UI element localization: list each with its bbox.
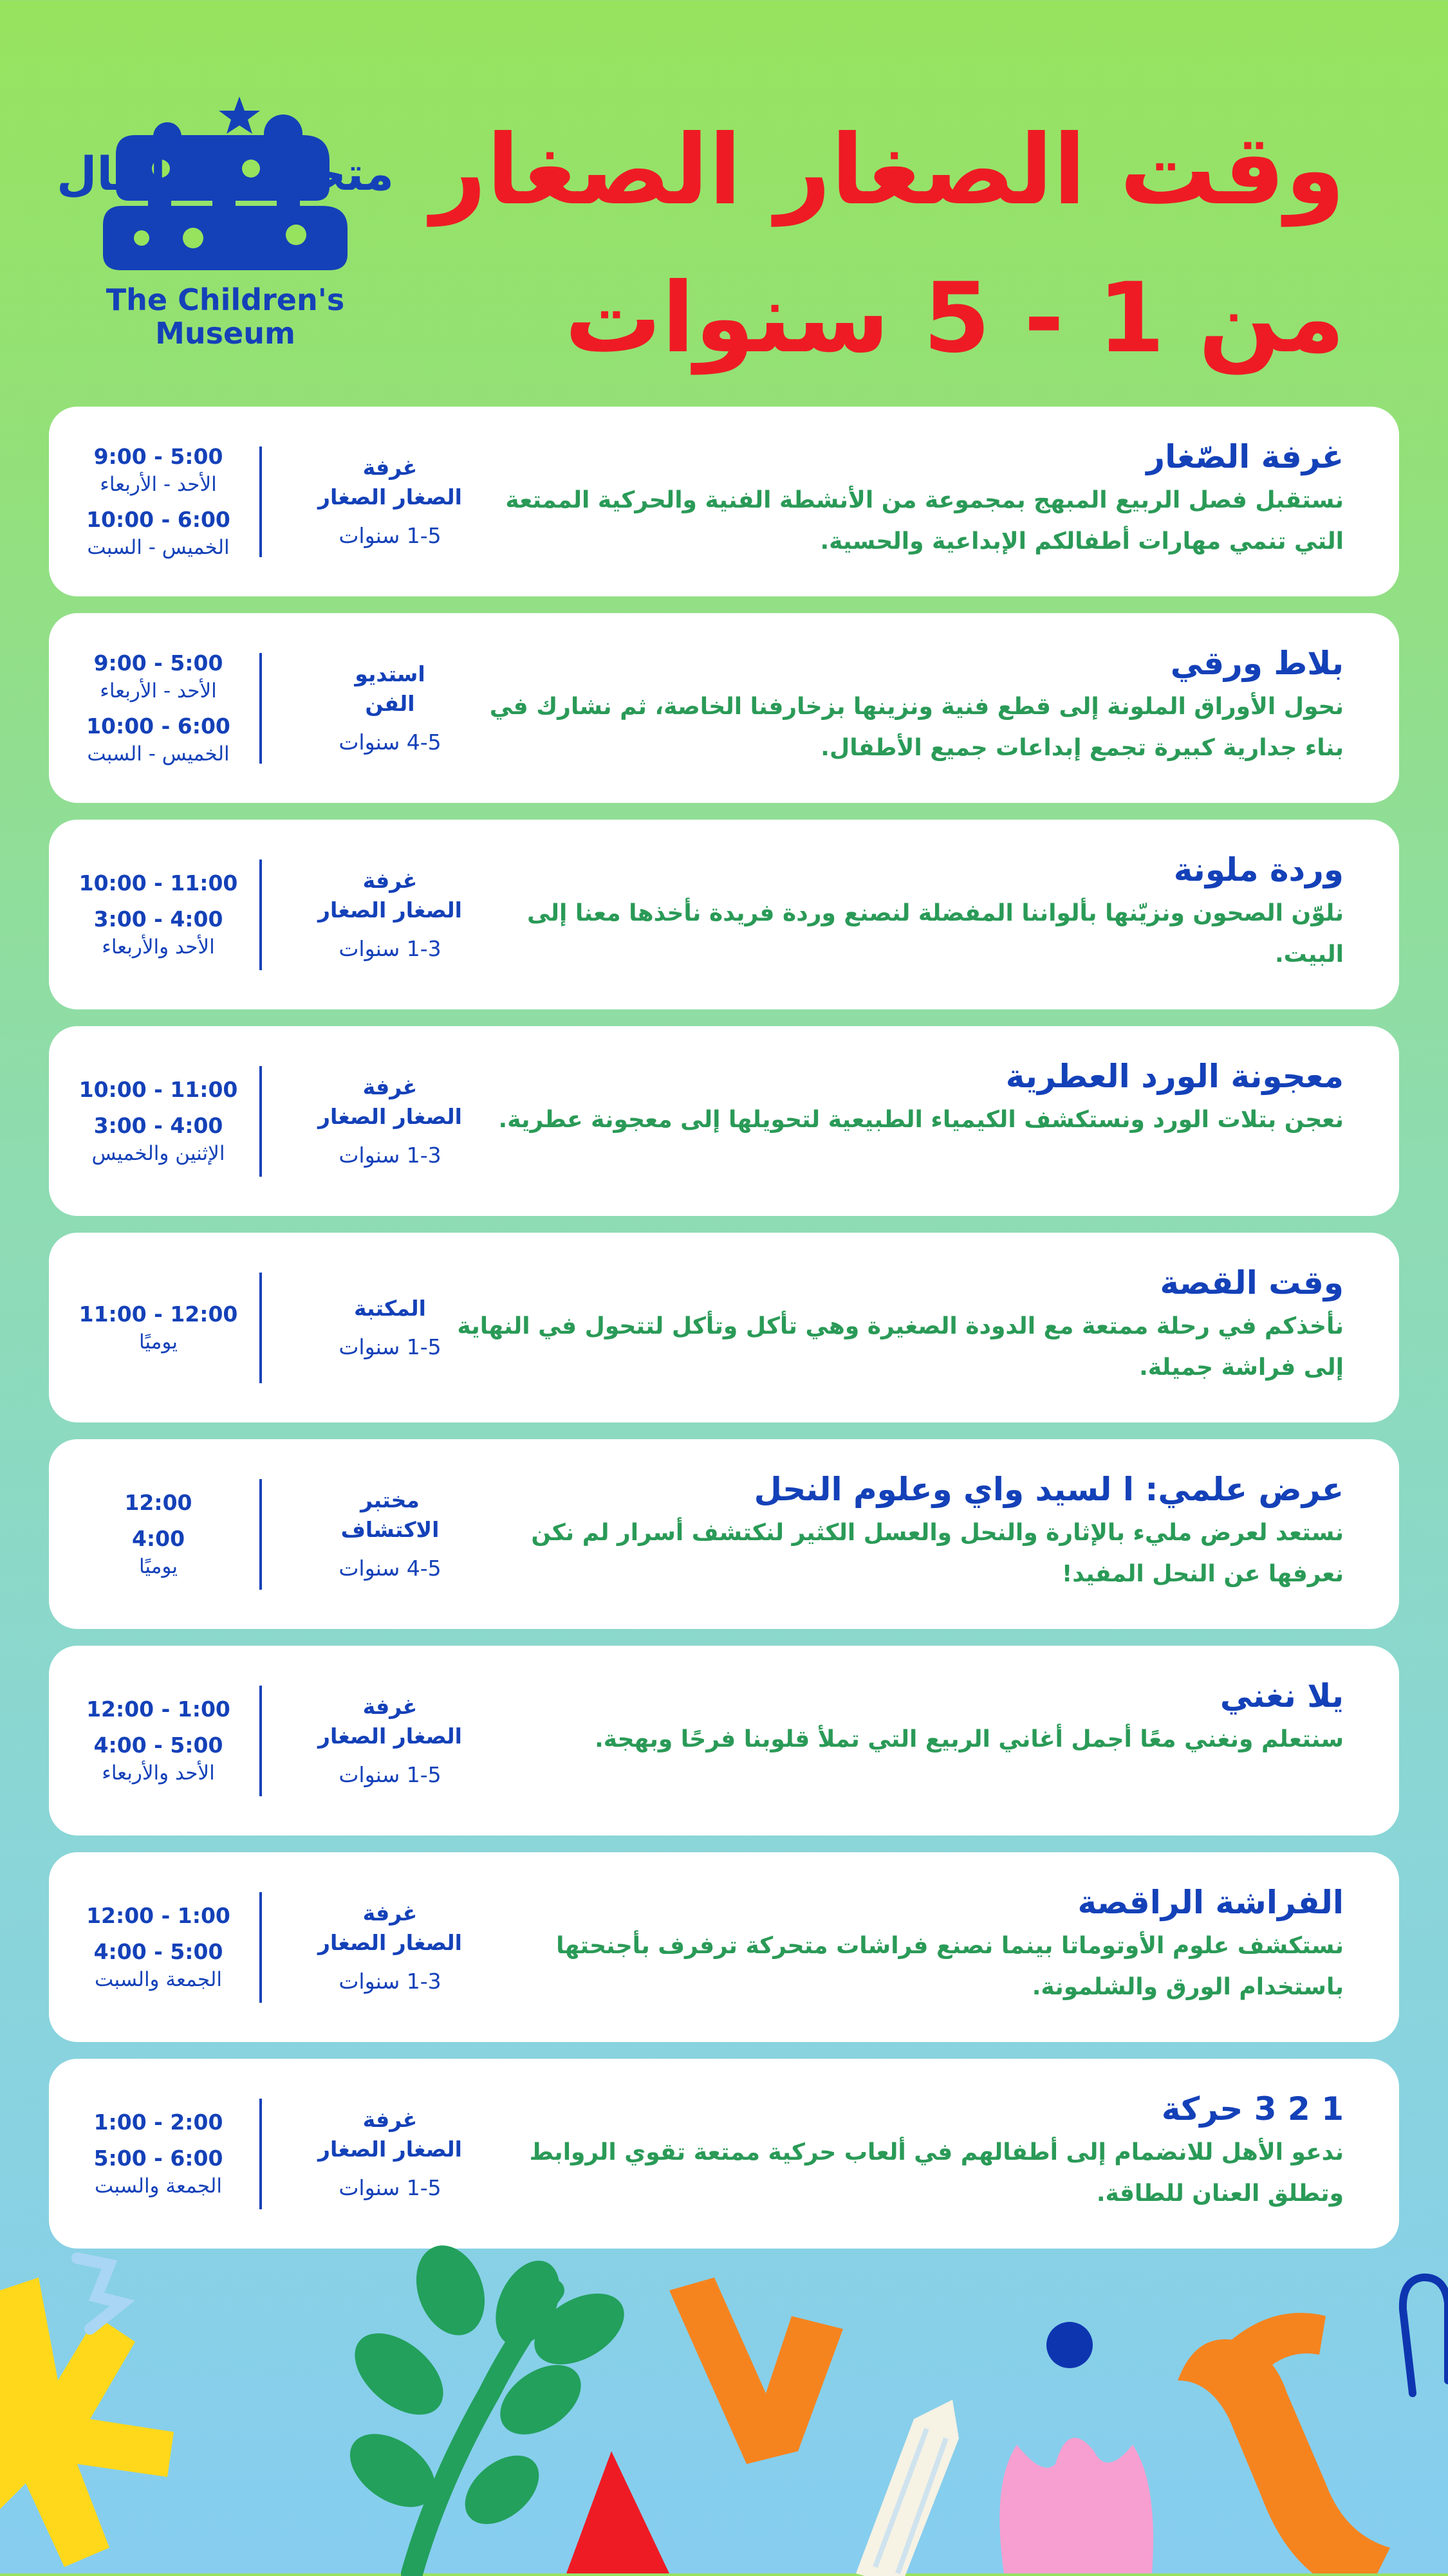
orange-wave-shape [1178,2313,1390,2573]
card-divider [259,653,262,764]
slot-time: 5:00 - 6:00 [93,2145,223,2171]
age-range: 1-3 سنوات [339,1968,441,1994]
activity-schedule [62,820,255,1009]
pink-tulip-shape [999,2438,1153,2573]
slot-time: 1:00 - 2:00 [93,2109,223,2135]
schedule-slot [79,869,238,897]
schedule-slot [94,2108,223,2137]
activity-body [456,1879,1344,2008]
activity-location [293,2059,487,2249]
activity-body [456,1466,1344,1595]
activity-card [49,1233,1399,1422]
blue-dot-shape [1046,2322,1093,2368]
slot-days: الجمعة والسبت [95,2174,222,2198]
activity-card [49,1852,1399,2042]
activity-description: نستعد لعرض مليء بالإثارة والنحل والعسل الكثير لنكتشف أسرار لم نكن نعرفها عن النحل المفيد! [531,1520,1344,1587]
slot-time: 3:00 - 4:00 [93,906,223,932]
page-title [431,97,1345,392]
activity-schedule [62,407,255,596]
slot-time: 12:00 - 1:00 [86,1696,230,1722]
slot-time: 12:00 [124,1489,192,1515]
activity-description: نحول الأوراق الملونة إلى قطع فنية ونزينها بزخارفنا الخاصة، ثم نشارك في بناء جدارية كبيرة تجمع إبداعات جميع الأطفال. [489,694,1344,761]
activity-title: غرفة الصّغار [1146,438,1344,475]
location-room: غرفة الصغار الصغار [318,1900,462,1955]
orange-v-shape [669,2277,843,2464]
activity-card [49,407,1399,596]
decorative-art [0,2252,1448,2573]
age-range: 1-5 سنوات [339,1334,441,1359]
activity-description: نستكشف علوم الأوتوماتا بينما نصنع فراشات متحركة ترفرف بأجنحتها باستخدام الورق والشلمونة. [556,1933,1344,2000]
location-room: غرفة الصغار الصغار [318,454,462,510]
activity-location [293,1233,487,1422]
logo-arabic-text: متحف الأطفال [56,147,394,201]
activity-title: يلا نغني [1220,1677,1344,1715]
faint-squiggle-shape [77,2258,122,2329]
slot-days: يوميًا [138,1554,178,1578]
age-range: 4-5 سنوات [339,729,441,755]
activity-body [456,640,1344,769]
location-room: غرفة الصغار الصغار [318,1074,462,1129]
activity-description: ندعو الأهل للانضمام إلى أطفالهم في ألعاب حركية ممتعة تقوي الروابط وتطلق العنان للطاقة. [529,2139,1344,2207]
activity-card [49,820,1399,1009]
slot-time: 10:00 - 6:00 [86,713,230,739]
age-range: 1-3 سنوات [339,935,441,961]
activity-description: نعجن بتلات الورد ونستكشف الكيمياء الطبيعية لتحويلها إلى معجونة عطرية. [498,1107,1344,1133]
schedule-slot [86,506,230,561]
slot-days: يوميًا [138,1330,178,1354]
activity-schedule [62,2059,255,2249]
schedule-slot [94,443,223,498]
activity-location [293,613,487,803]
activity-title: الفراشة الراقصة [1077,1884,1344,1921]
schedule-slot [124,1489,192,1517]
age-range: 4-5 سنوات [339,1555,441,1581]
activity-title: بلاط ورقي [1170,645,1344,682]
childrens-museum-logo [56,97,394,360]
slot-days: الأحد - الأربعاء [100,472,217,496]
card-divider [259,860,262,970]
activity-schedule [62,1439,255,1629]
schedule-slot [94,1938,223,1993]
activity-body [456,1260,1344,1388]
slot-days: الأحد والأربعاء [102,1761,215,1785]
logo-english-line-1: The Children's [106,282,345,317]
slot-time: 4:00 - 5:00 [93,1938,223,1964]
age-range: 1-5 سنوات [339,522,441,548]
activity-title: وردة ملونة [1173,851,1344,888]
title-line-2: من 1 - 5 سنوات [564,262,1345,374]
yellow-sun-shape [0,2277,174,2567]
slot-time: 12:00 - 1:00 [86,1902,230,1928]
slot-time: 9:00 - 5:00 [93,443,223,469]
slot-days: الخميس - السبت [87,742,230,766]
schedule-slot [94,2144,223,2200]
schedule-slot [86,1902,230,1930]
activity-description: نستقبل فصل الربيع المبهج بمجموعة من الأنشطة الفنية والحركية الممتعة التي تنمي مهارات أطفالكم الإبداعية والحسية. [505,487,1344,555]
schedule-slot [79,1076,238,1104]
schedule-slot [92,1112,225,1167]
activity-location [293,1026,487,1216]
slot-time: 10:00 - 11:00 [79,870,238,896]
activity-description: نلوّن الصحون ونزيّنها بألواننا المفضلة لنصنع وردة فريدة نأخذها معنا إلى البيت. [527,900,1344,968]
card-divider [259,1686,262,1796]
activity-schedule [62,1026,255,1216]
slot-time: 4:00 [131,1525,185,1551]
activity-body [456,2086,1344,2214]
card-divider [259,2099,262,2209]
schedule-slot [94,905,223,961]
activity-body [456,1053,1344,1141]
activity-description: نأخذكم في رحلة ممتعة مع الدودة الصغيرة وهي تأكل وتأكل لتتحول في النهاية إلى فراشة جميلة. [457,1313,1344,1381]
activity-location [293,407,487,596]
logo-mark [56,97,394,283]
activity-body [456,1673,1344,1760]
schedule-slot [94,1731,223,1787]
activity-description: سنتعلم ونغني معًا أجمل أغاني الربيع التي تملأ قلوبنا فرحًا وبهجة. [595,1726,1344,1753]
activity-title: معجونة الورد العطرية [1005,1058,1344,1095]
location-room: غرفة الصغار الصغار [318,1693,462,1749]
activity-card [49,1026,1399,1216]
slot-time: 11:00 - 12:00 [79,1301,238,1327]
slot-time: 9:00 - 5:00 [93,650,223,676]
logo-english-line-2: Museum [155,316,295,351]
activity-card [49,1439,1399,1629]
decorative-shapes [0,2252,1448,2573]
card-divider [259,1066,262,1177]
activity-schedule [62,1233,255,1422]
schedule-slot [79,1300,238,1356]
schedule-slot [132,1525,185,1580]
activity-body [456,847,1344,975]
pencil-shape [856,2400,959,2576]
slot-days: الإثنين والخميس [91,1141,225,1165]
activity-schedule [62,1852,255,2042]
activity-card [49,2059,1399,2249]
activity-card [49,613,1399,803]
activity-card [49,1646,1399,1835]
activity-title: 1 2 3 حركة [1161,2090,1344,2128]
paperclip-icon [1403,2277,1448,2393]
activity-schedule [62,613,255,803]
activity-body [456,434,1344,562]
location-room: مختبر الاكتشاف [340,1487,440,1542]
location-room: غرفة الصغار الصغار [318,2106,462,2162]
location-room: استديو الفن [355,661,425,716]
schedule-slot [86,1695,230,1724]
logo-english-text [90,283,360,350]
card-divider [259,1892,262,2003]
activity-location [293,820,487,1009]
red-triangle-shape [566,2451,669,2573]
activity-schedule [62,1646,255,1835]
slot-days: الخميس - السبت [87,535,230,559]
location-room: غرفة الصغار الصغار [318,867,462,923]
activity-title: وقت القصة [1160,1264,1344,1302]
activity-location [293,1646,487,1835]
card-divider [259,446,262,557]
location-room: المكتبة [354,1295,426,1321]
card-divider [259,1273,262,1383]
slot-days: الأحد والأربعاء [102,935,215,959]
slot-days: الجمعة والسبت [95,1967,222,1991]
slot-days: الأحد - الأربعاء [100,679,217,703]
title-line-1: وقت الصغار الصغار [431,115,1345,226]
activity-location [293,1439,487,1629]
schedule-slot [94,649,223,704]
poster-header [0,0,1448,399]
activity-title: عرض علمي: ا لسيد واي وعلوم النحل [754,1471,1344,1508]
slot-time: 4:00 - 5:00 [93,1732,223,1758]
age-range: 1-5 سنوات [339,2175,441,2200]
activity-location [293,1852,487,2042]
slot-time: 3:00 - 4:00 [93,1112,223,1138]
schedule-slot [86,712,230,768]
age-range: 1-3 سنوات [339,1142,441,1168]
age-range: 1-5 سنوات [339,1762,441,1787]
slot-time: 10:00 - 11:00 [79,1076,238,1102]
slot-time: 10:00 - 6:00 [86,506,230,532]
card-divider [259,1479,262,1590]
